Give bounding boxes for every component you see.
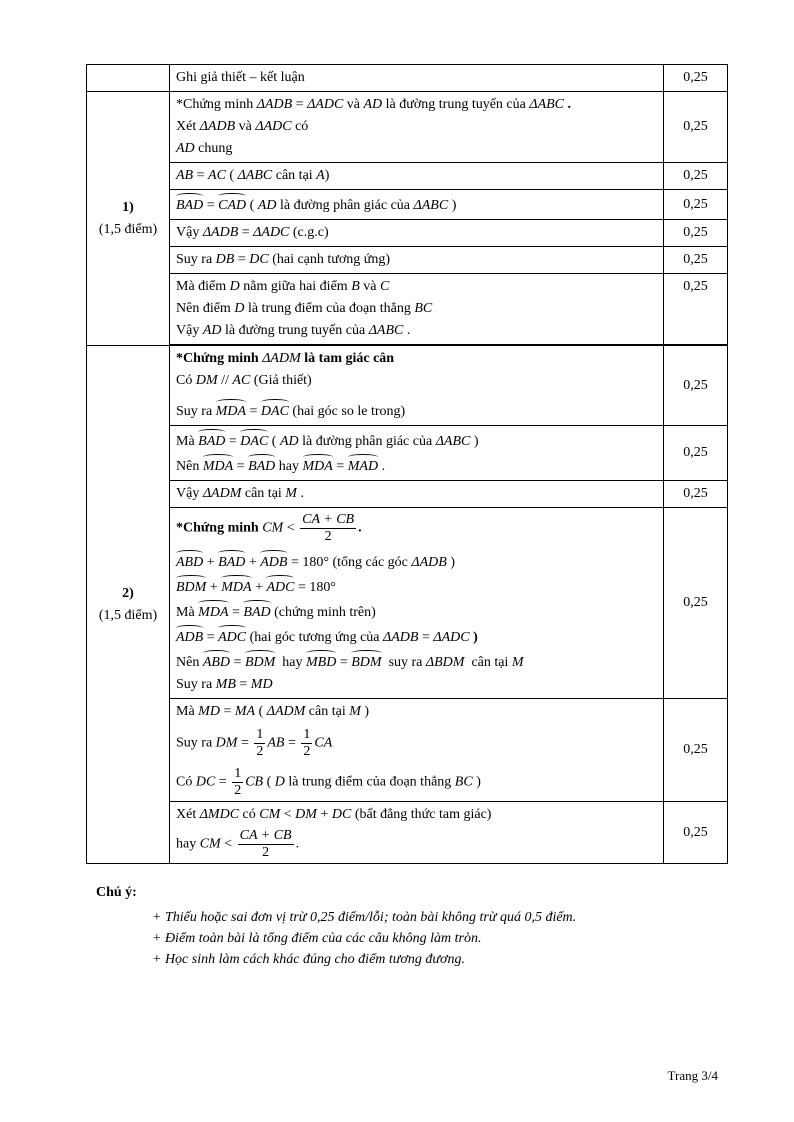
notes-section — [96, 882, 576, 970]
table-row — [87, 802, 728, 864]
proof-step: Mà MD = MA ( ΔADM cân tại M ) Suy ra DM = $\frac{1}{2}$ AB = $\frac{1}{2}$ CA Có DC = $\frac{1}{2}$ CB ( D là trung điểm của đoạn thẳng BC ) — [170, 699, 664, 802]
proof-step: *Chứng minh ΔADM là tam giác cân Có DM // AC (Giả thiết) Suy ra MDA = DAC (hai góc so le trong) — [170, 346, 664, 426]
score-cell: 0,25 — [664, 92, 728, 163]
table-row — [87, 92, 728, 163]
grading-table — [86, 64, 728, 864]
table-row — [87, 481, 728, 508]
table-row — [87, 247, 728, 274]
score-cell: 0,25 — [664, 163, 728, 190]
score-cell: 0,25 — [664, 699, 728, 802]
score-cell: 0,25 — [664, 508, 728, 699]
table-row — [87, 426, 728, 481]
proof-step: Xét ΔMDC có CM < DM + DC (bất đẳng thức tam giác) hay CM < $\frac{CA + CB}{2}$ . — [170, 802, 664, 864]
score-cell: 0,25 — [664, 346, 728, 426]
proof-step: *Chứng minh CM < $\frac{CA + CB}{2}$ . ABD + BAD + ADB = 180° (tổng các góc ΔADB ) BDM + MDA + ADC = 180° Mà MDA = BAD (chứng minh trên) ADB = ADC (hai góc tương ứng của ΔADB = ΔADC ) Nên ABD = BDM hay MBD = BDM suy ra ΔBDM cân tại M Suy ra MB = MD — [170, 508, 664, 699]
score-cell: 0,25 — [664, 802, 728, 864]
score-cell: 0,25 — [664, 481, 728, 508]
table-row — [87, 699, 728, 802]
notes-title: Chú ý: — [96, 885, 137, 900]
row-text: Ghi giả thiết – kết luận — [170, 65, 664, 92]
note-item: + Điểm toàn bài là tổng điểm của các câu không làm tròn. — [152, 931, 482, 946]
part-1-label: 1) (1,5 điểm) — [87, 92, 170, 346]
table-row — [87, 346, 728, 426]
page-number: Trang 3/4 — [667, 1068, 718, 1083]
proof-step: BAD = CAD ( AD là đường phân giác của ΔABC ) — [170, 190, 664, 220]
score-cell: 0,25 — [664, 220, 728, 247]
proof-step: Mà điểm D nằm giữa hai điểm B và C Nên điểm D là trung điểm của đoạn thẳng BC Vậy AD là đường trung tuyến của ΔABC . — [170, 274, 664, 345]
score-cell: 0,25 — [664, 190, 728, 220]
proof-step: Vậy ΔADB = ΔADC (c.g.c) — [170, 220, 664, 247]
table-row — [87, 163, 728, 190]
table-row — [87, 274, 728, 345]
note-item: + Học sinh làm cách khác đúng cho điểm tương đương. — [152, 952, 465, 967]
table-row — [87, 65, 728, 92]
score-cell: 0,25 — [664, 274, 728, 345]
proof-step: Vậy ΔADM cân tại M . — [170, 481, 664, 508]
proof-step: Mà BAD = DAC ( AD là đường phân giác của ΔABC ) Nên MDA = BAD hay MDA = MAD . — [170, 426, 664, 481]
table-row — [87, 220, 728, 247]
proof-step: *Chứng minh ΔADB = ΔADC và AD là đường trung tuyến của ΔABC . Xét ΔADB và ΔADC có AD chung — [170, 92, 664, 163]
table-row — [87, 508, 728, 699]
score-cell: 0,25 — [664, 247, 728, 274]
score-cell: 0,25 — [664, 426, 728, 481]
proof-step: Suy ra DB = DC (hai cạnh tương ứng) — [170, 247, 664, 274]
part-2-label: 2) (1,5 điểm) — [87, 346, 170, 864]
proof-step: AB = AC ( ΔABC cân tại A) — [170, 163, 664, 190]
table-row — [87, 190, 728, 220]
score-cell: 0,25 — [664, 65, 728, 92]
note-item: + Thiếu hoặc sai đơn vị trừ 0,25 điểm/lỗi; toàn bài không trừ quá 0,5 điểm. — [152, 910, 577, 925]
